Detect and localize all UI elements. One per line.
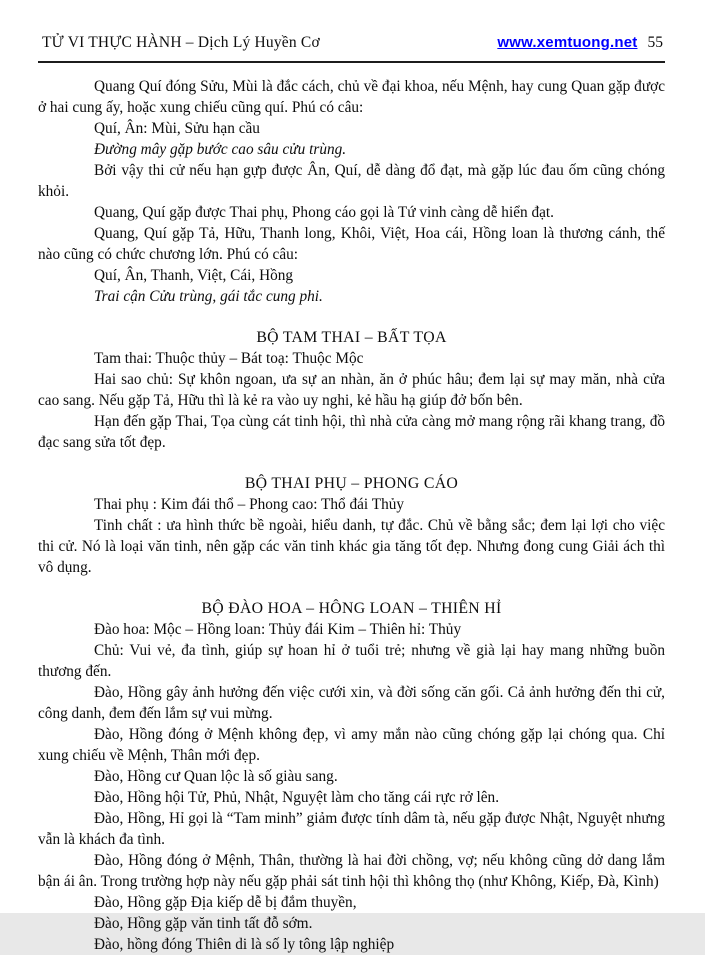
document-section <box>38 598 665 955</box>
paragraph: Đào, Hồng gây ảnh hưởng đến việc cưới xin, và đời sống căn gối. Cả ảnh hưởng đến thi cử, công danh, đem đến lắm sự vui mừng. <box>38 684 665 722</box>
paragraph: Tinh chất : ưa hình thức bề ngoài, hiểu danh, tự đắc. Chủ về bằng sắc; đem lại lợi cho việc thi cử. Nó là loại văn tinh, nên gặp các văn tinh khác gia tăng tốt đẹp. Nhưng đong cung Giải ách thì vô dụng. <box>38 517 665 576</box>
paragraph: Đào, Hồng đóng ở Mệnh không đẹp, vì amy mắn nào cũng chóng gặp lại chóng qua. Chỉ xung chiếu về Mệnh, Thân mới đẹp. <box>38 726 665 764</box>
paragraph: Quang, Quí gặp được Thai phụ, Phong cáo gọi là Tứ vinh càng dễ hiển đạt. <box>94 204 554 221</box>
paragraph: Quang Quí đóng Sửu, Mùi là đắc cách, chủ về đại khoa, nếu Mệnh, hay cung Quan gặp được ở hai cung ấy, hoặc xung chiếu cũng quí. Phú có câu: <box>38 78 665 116</box>
paragraph: Đào, Hồng cư Quan lộc là số giàu sang. <box>94 768 338 785</box>
paragraph: Tam thai: Thuộc thủy – Bát toạ: Thuộc Mộc <box>94 350 364 367</box>
paragraph: Đào, Hồng, Hỉ gọi là “Tam minh” giảm được tính dâm tà, nếu gặp được Nhật, Nguyệt nhưng vẫn là khách đa tình. <box>38 810 665 848</box>
section-blocks <box>38 619 665 955</box>
paragraph: Đào, Hồng đóng ở Mệnh, Thân, thường là hai đời chồng, vợ; nếu không cũng dở dang lắm bận ái ân. Trong trường hợp này nếu gặp phải sát tinh hội thì không thọ (như Không, Kiếp, Đà, Kình) <box>38 852 665 890</box>
document-section <box>38 327 665 453</box>
paragraph: Bởi vậy thi cử nếu hạn gựp được Ân, Quí, dễ dàng đổ đạt, mà gặp lúc đau ốm cũng chóng khỏi. <box>38 162 665 200</box>
paragraph: Hạn đến gặp Thai, Tọa cùng cát tinh hội, thì nhà cửa càng mở mang rộng rãi khang trang, đồ đạc sang sửa tốt đẹp. <box>38 413 665 451</box>
paragraph: Đường mây gặp bước cao sâu cửu trùng. <box>94 141 347 158</box>
section-blocks <box>38 494 665 578</box>
header-right-group <box>497 34 663 52</box>
header-divider <box>38 61 665 63</box>
page-header <box>38 34 665 52</box>
page-number: 55 <box>647 34 663 51</box>
paragraph: Chủ: Vui vẻ, đa tình, giúp sự hoan hỉ ở tuổi trẻ; nhưng về già lại hay mang những buồn thương đến. <box>38 642 665 680</box>
section-heading: BỘ THAI PHỤ – PHONG CÁO <box>244 475 459 492</box>
paragraph: Trai cận Cửu trùng, gái tắc cung phi. <box>94 288 323 305</box>
paragraph: Đào, hồng đóng Thiên di là số ly tông lập nghiệp <box>94 936 395 953</box>
header-title: TỬ VI THỰC HÀNH – Dịch Lý Huyền Cơ <box>42 34 320 51</box>
paragraph: Đào, Hồng hội Tử, Phủ, Nhật, Nguyệt làm cho tăng cái rực rở lên. <box>94 789 500 806</box>
section-heading: BỘ ĐÀO HOA – HÔNG LOAN – THIÊN HỈ <box>201 600 502 617</box>
paragraph: Quí, Ân: Mùi, Sửu hạn cầu <box>94 120 260 137</box>
paragraph: Đào hoa: Mộc – Hồng loan: Thủy đái Kim – Thiên hỉ: Thủy <box>94 621 462 638</box>
paragraph: Hai sao chủ: Sự khôn ngoan, ưa sự an nhàn, ăn ở phúc hâu; đem lại sự may măn, nhà cửa cao sang. Nếu gặp Tả, Hữu thì là kẻ ra vào uy nghi, kẻ hầu hạ giúp đở bốn bên. <box>38 371 665 409</box>
header-link[interactable]: www.xemtuong.net <box>497 34 638 51</box>
paragraph: Quang, Quí gặp Tả, Hữu, Thanh long, Khôi, Việt, Hoa cái, Hồng loan là thương cánh, thế nào cũng có chức chương lớn. Phú có câu: <box>38 225 665 263</box>
content <box>38 76 665 955</box>
section-blocks <box>38 76 665 307</box>
paragraph: Quí, Ân, Thanh, Việt, Cái, Hồng <box>94 267 294 284</box>
paragraph: Đào, Hồng gặp văn tinh tất đỗ sớm. <box>94 915 313 932</box>
section-blocks <box>38 348 665 453</box>
paragraph: Thai phụ : Kim đái thổ – Phong cao: Thổ đái Thủy <box>94 496 405 513</box>
paragraph: Đào, Hồng gặp Địa kiếp dễ bị đắm thuyền, <box>94 894 357 911</box>
document-section <box>38 473 665 578</box>
section-heading: BỘ TAM THAI – BẤT TỌA <box>256 329 447 346</box>
document-section <box>38 76 665 307</box>
